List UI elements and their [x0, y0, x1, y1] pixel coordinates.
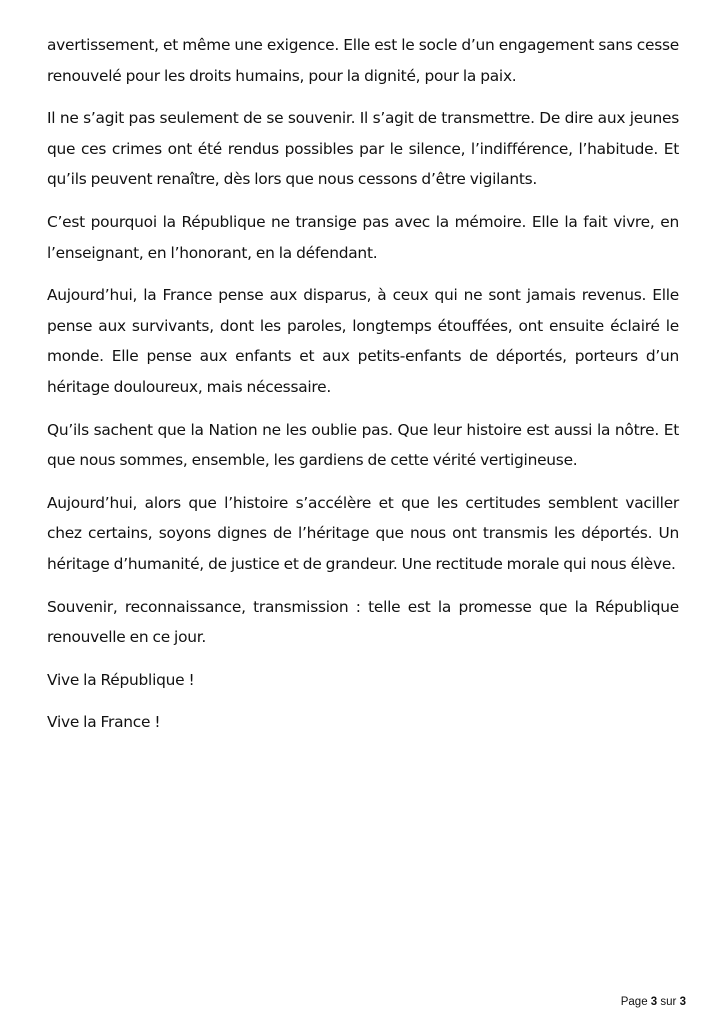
closing-line: Vive la France !: [47, 713, 161, 732]
closing-line: Vive la République !: [47, 670, 195, 689]
paragraph: Aujourd’hui, la France pense aux disparus, à ceux qui ne sont jamais revenus. Elle pense aux survivants, dont les paroles, longtemps étouffées, ont ensuite éclairé le monde. Elle pense aux enfants et aux petits-enfants de déportés, porteurs d’un héritage douloureux, mais nécessaire.: [47, 286, 679, 396]
paragraph: Souvenir, reconnaissance, transmission : telle est la promesse que la République renouvelle en ce jour.: [47, 597, 679, 647]
paragraph: C’est pourquoi la République ne transige pas avec la mémoire. Elle la fait vivre, en l’enseignant, en l’honorant, en la défendant.: [47, 212, 679, 262]
page-label: Page: [620, 996, 648, 1008]
paragraph: avertissement, et même une exigence. Elle est le socle d’un engagement sans cesse renouvelé pour les droits humains, pour la dignité, pour la paix.: [47, 36, 679, 85]
document-body: [47, 30, 679, 750]
current-page-number: 3: [650, 996, 658, 1008]
paragraph: Aujourd’hui, alors que l’histoire s’accélère et que les certitudes semblent vaciller chez certains, soyons dignes de l’héritage que nous ont transmis les déportés. Un héritage d’humanité, de justice et de grandeur. Une rectitude morale qui nous élève.: [47, 493, 679, 573]
total-pages-number: 3: [679, 996, 686, 1008]
of-label: sur: [660, 996, 677, 1008]
page-number-footer: [621, 996, 686, 1008]
paragraph: Qu’ils sachent que la Nation ne les oublie pas. Que leur histoire est aussi la nôtre. Et que nous sommes, ensemble, les gardiens de cette vérité vertigineuse.: [47, 420, 679, 470]
paragraph: Il ne s’agit pas seulement de se souvenir. Il s’agit de transmettre. De dire aux jeunes que ces crimes ont été rendus possibles par le silence, l’indifférence, l’habitude. Et qu’ils peuvent renaître, dès lors que nous cessons d’être vigilants.: [47, 109, 679, 189]
